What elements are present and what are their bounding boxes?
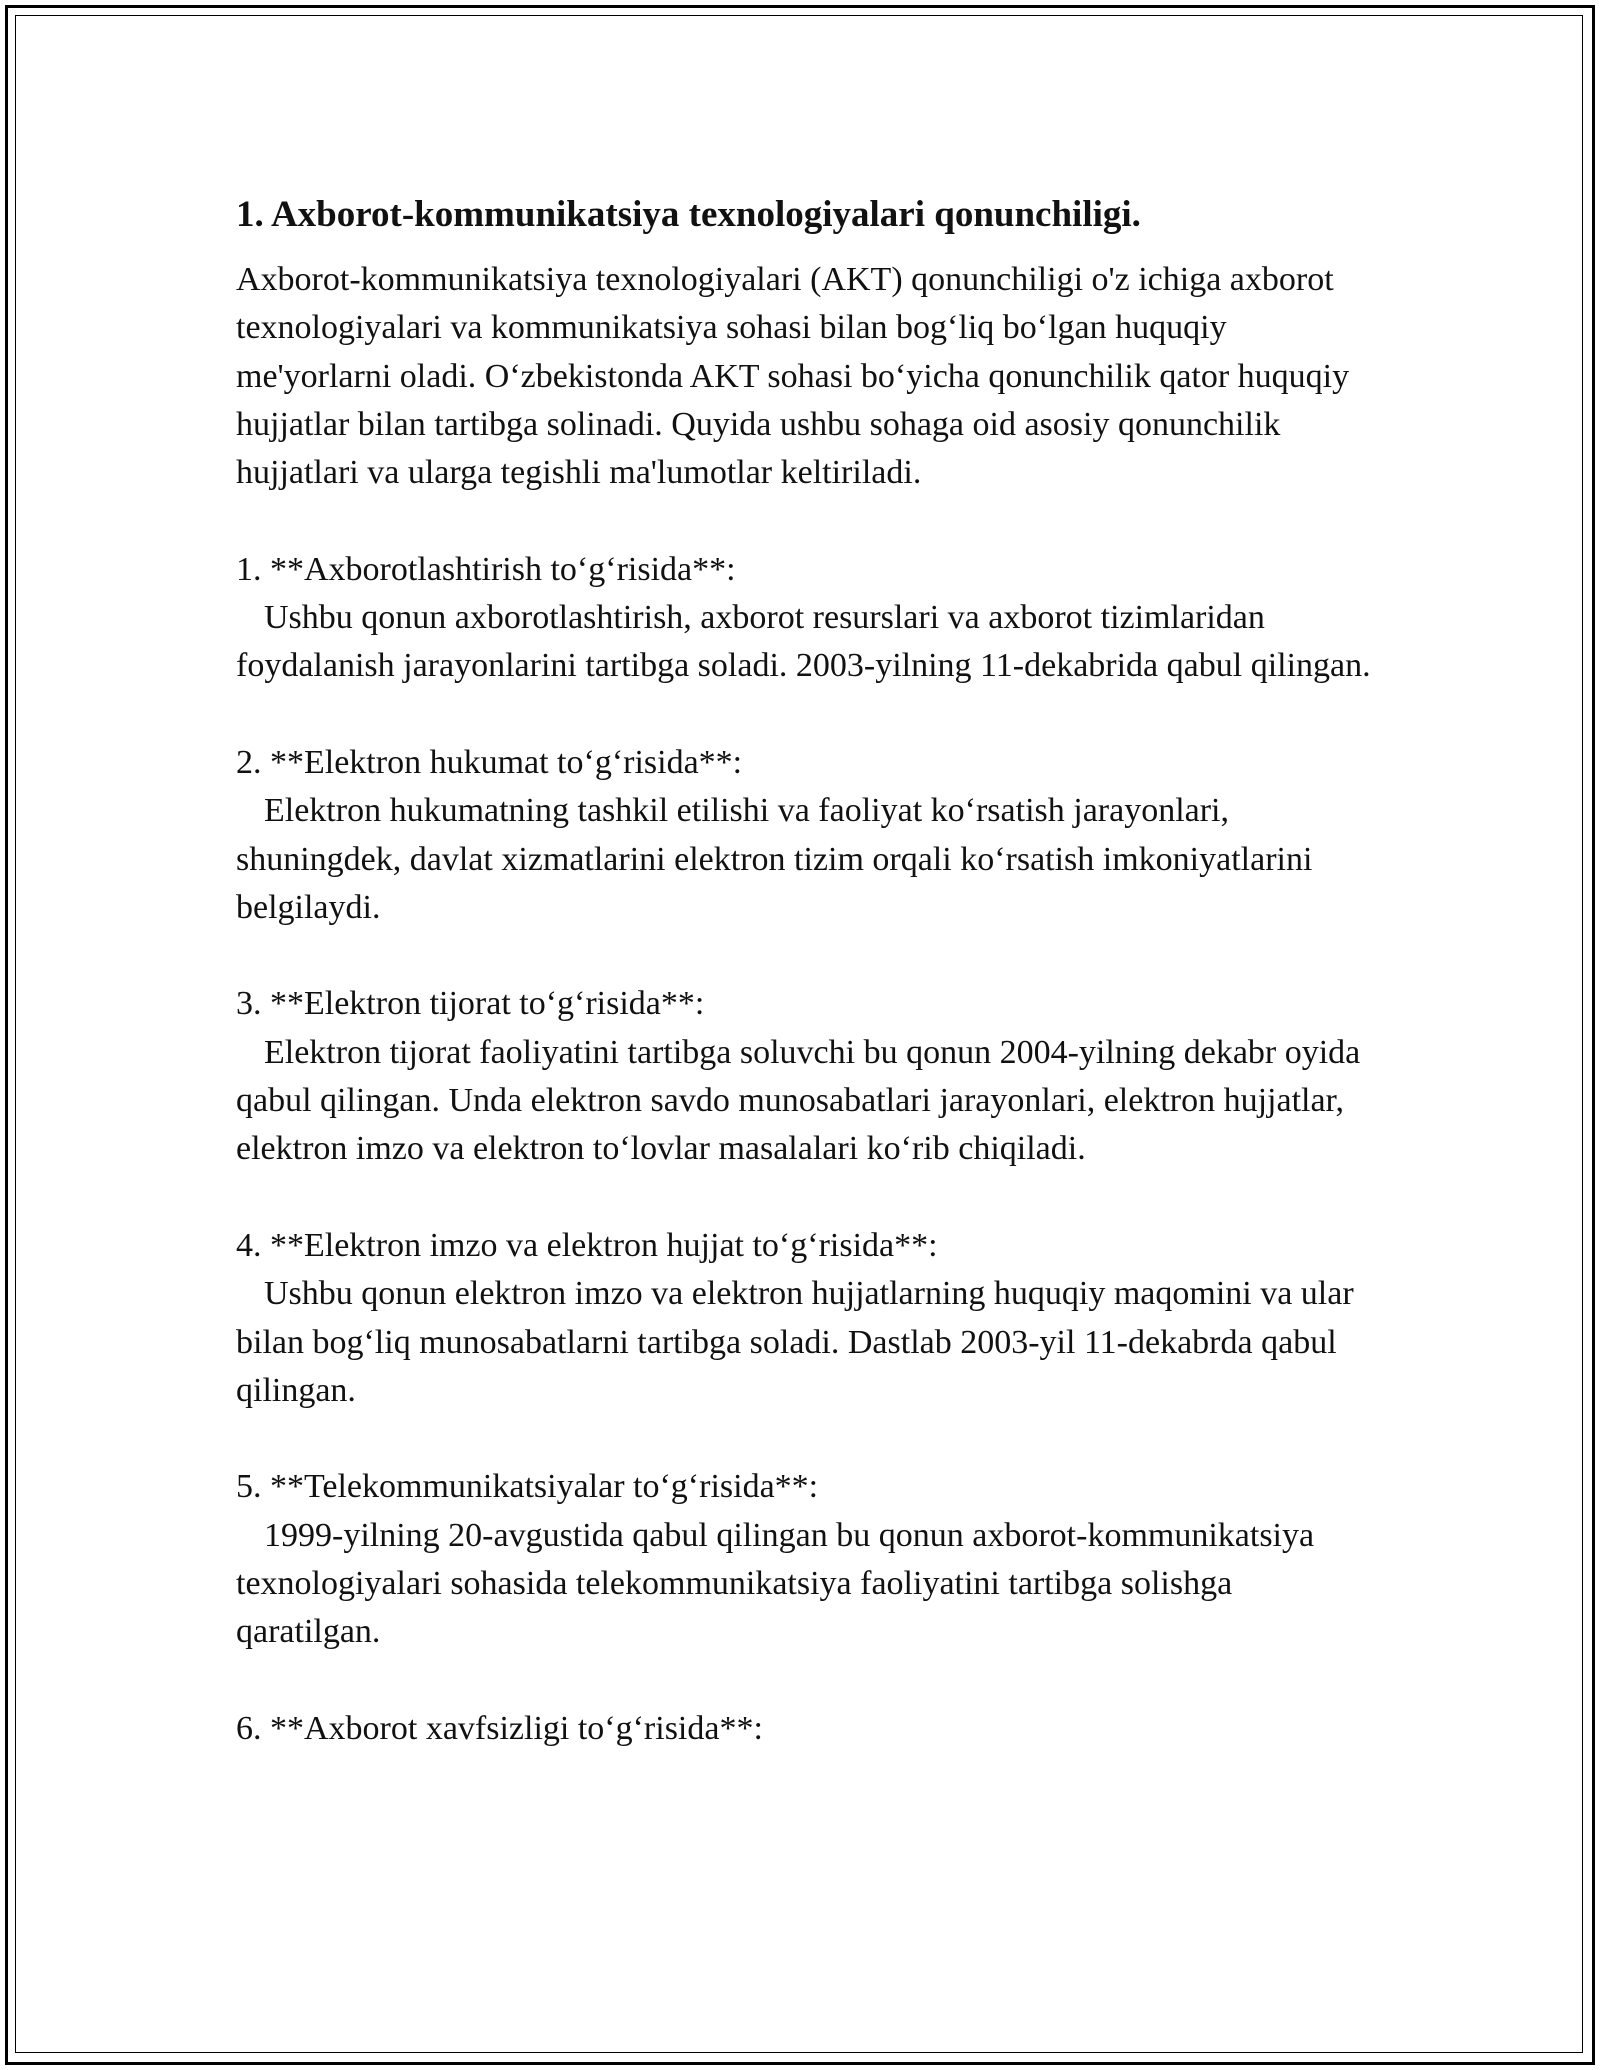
law-item-description: Ushbu qonun elektron imzo va elektron hujjatlarning huquqiy maqomini va ular bilan bog‘liq munosabatlarni tartibga soladi. Dastlab 2003-yil 11-dekabrda qabul qilingan.	[236, 1275, 1354, 1409]
law-item-description: 1999-yilning 20-avgustida qabul qilingan bu qonun axborot-kommunikatsiya texnologiyalari sohasida telekommunikatsiya faoliyatini tartibga solishga qaratilgan.	[236, 1516, 1315, 1651]
law-item-heading: 3. **Elektron tijorat to‘g‘risida**:	[236, 985, 705, 1023]
law-item-heading: 6. **Axborot xavfsizligi to‘g‘risida**:	[236, 1709, 763, 1747]
law-item-2	[236, 739, 1376, 932]
law-item-heading: 2. **Elektron hukumat to‘g‘risida**:	[236, 743, 743, 781]
law-item-3	[236, 980, 1376, 1173]
law-item-1	[236, 546, 1376, 691]
document-body	[236, 190, 1376, 1753]
law-item-heading: 5. **Telekommunikatsiyalar to‘g‘risida**:	[236, 1468, 819, 1506]
law-item-description: Ushbu qonun axborotlashtirish, axborot resurslari va axborot tizimlaridan foydalanish jarayonlarini tartibga soladi. 2003-yilning 11-dekabrida qabul qilingan.	[236, 599, 1371, 685]
law-item-heading: 1. **Axborotlashtirish to‘g‘risida**:	[236, 550, 736, 588]
spacer	[236, 1415, 1376, 1463]
spacer	[236, 691, 1376, 739]
spacer	[236, 932, 1376, 980]
law-item-6	[236, 1705, 1376, 1753]
document-title: 1. Axborot-kommunikatsiya texnologiyalari qonunchiligi.	[236, 194, 1141, 235]
spacer	[236, 497, 1376, 545]
spacer	[236, 1657, 1376, 1705]
spacer	[236, 1174, 1376, 1222]
law-item-heading: 4. **Elektron imzo va elektron hujjat to‘g‘risida**:	[236, 1226, 938, 1264]
law-item-4	[236, 1222, 1376, 1415]
law-item-description: Elektron hukumatning tashkil etilishi va faoliyat ko‘rsatish jarayonlari, shuningdek, davlat xizmatlarini elektron tizim orqali ko‘rsatish imkoniyatlarini belgilaydi.	[236, 792, 1313, 926]
intro-paragraph: Axborot-kommunikatsiya texnologiyalari (AKT) qonunchiligi o'z ichiga axborot texnologiyalari va kommunikatsiya sohasi bilan bog‘liq bo‘lgan huquqiy me'yorlarni oladi. O‘zbekistonda AKT sohasi bo‘yicha qonunchilik qator huquqiy hujjatlar bilan tartibga solinadi. Quyida ushbu sohaga oid asosiy qonunchilik hujjatlari va ularga tegishli ma'lumotlar keltiriladi.	[236, 261, 1350, 492]
law-item-5	[236, 1463, 1376, 1656]
law-item-description: Elektron tijorat faoliyatini tartibga soluvchi bu qonun 2004-yilning dekabr oyida qabul qilingan. Unda elektron savdo munosabatlari jarayonlari, elektron hujjatlar, elektron imzo va elektron to‘lovlar masalalari ko‘rib chiqiladi.	[236, 1033, 1361, 1168]
